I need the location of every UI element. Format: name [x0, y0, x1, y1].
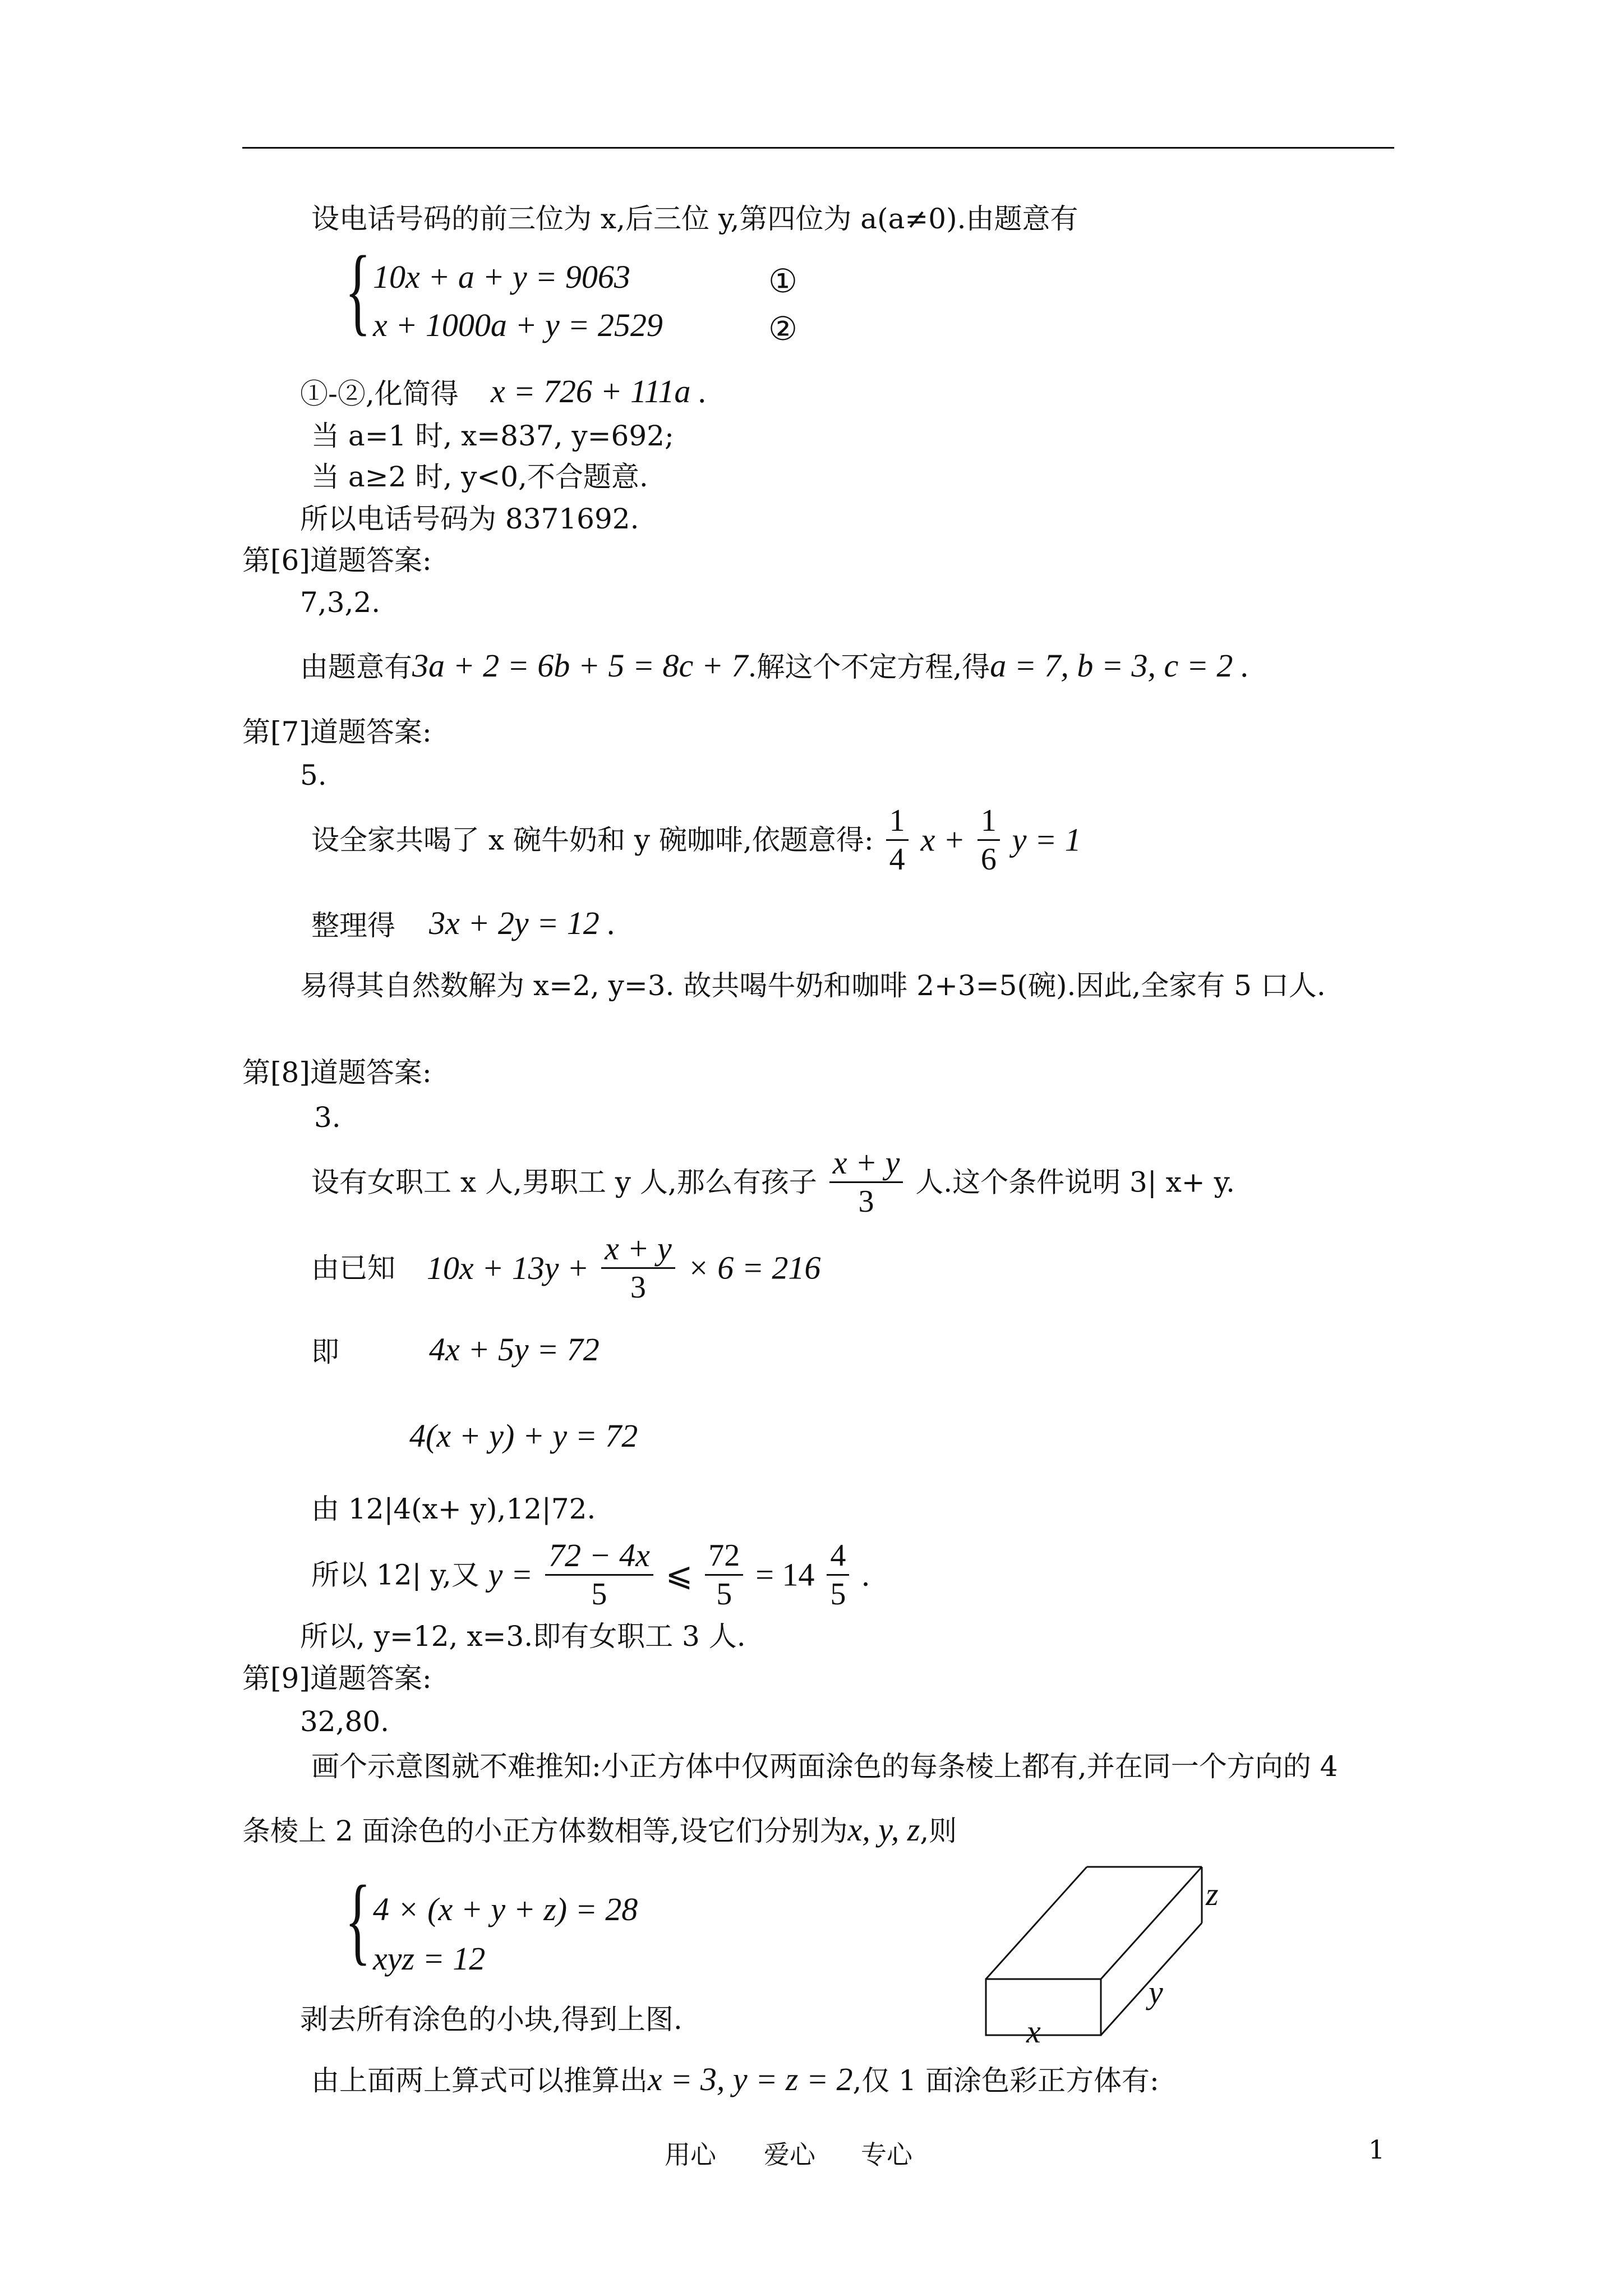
q8-line6b: y =: [488, 1556, 533, 1593]
q8-f6c-num: 4: [827, 1537, 849, 1576]
q6-line1c: .解这个不定方程,得: [748, 651, 990, 683]
q8-frac2: [601, 1230, 675, 1306]
b5-eq2: x + 1000a + y = 2529: [373, 307, 663, 343]
b5-mark2: ②: [768, 311, 797, 347]
q9-eq2: xyz = 12: [373, 1940, 486, 1977]
q9-line2b: x, y, z: [847, 1811, 920, 1848]
q9-line4c: ,仅 1 面涂色彩正方体有:: [852, 2064, 1159, 2097]
q6-line1d: a = 7, b = 3, c = 2 .: [990, 647, 1249, 684]
b5-line1: 设电话号码的前三位为 x,后三位 y,第四位为 a(a≠0).由题意有: [311, 203, 1078, 235]
q7-frac2: [978, 802, 1000, 878]
q8-line2c: × 6 = 216: [687, 1249, 821, 1286]
q9-line3: 剥去所有涂色的小块,得到上图.: [300, 2003, 683, 2036]
q8-frac: [829, 1144, 903, 1220]
q8-f6c-den: 5: [830, 1577, 846, 1612]
q9-line2a: 条棱上 2 面涂色的小正方体数相等,设它们分别为: [242, 1815, 848, 1847]
q8-line4: 4(x + y) + y = 72: [409, 1418, 638, 1454]
q9-answer: 32,80.: [300, 1705, 390, 1738]
q7-f2var: y = 1: [1012, 821, 1081, 858]
q8-answer: 3.: [314, 1101, 341, 1134]
q8-frac6c: [827, 1537, 849, 1613]
q6-line1: [300, 648, 1249, 685]
q7-line2a: 整理得: [311, 909, 395, 942]
q7-f1-den: 4: [889, 842, 905, 877]
cuboid-figure: [976, 1857, 1234, 2042]
q8-line1a: 设有女职工 x 人,男职工 y 人,那么有孩子: [311, 1166, 817, 1199]
footer-c3: 专心: [861, 2139, 912, 2170]
q7-f2-den: 6: [980, 842, 997, 877]
header-rule: [242, 147, 1394, 149]
q8-line6d: = 14: [755, 1556, 815, 1593]
cuboid-front-face: [986, 1979, 1101, 2035]
q7-f2-num: 1: [978, 802, 1000, 841]
q9-brace: {: [345, 1865, 371, 1974]
q8-line2: [311, 1230, 820, 1306]
q8-f-den: 3: [858, 1184, 874, 1219]
q9-title: 第[9]道题答案:: [242, 1662, 432, 1695]
q8-line2b: 10x + 13y +: [426, 1249, 589, 1286]
q8-line7: 所以, y=12, x=3.即有女职工 3 人.: [300, 1620, 746, 1653]
q9-line4a: 由上面两上算式可以推算出: [311, 2064, 648, 2097]
footer-c1: 用心: [665, 2139, 716, 2170]
cuboid-edge-mid: [1101, 1867, 1202, 1979]
q8-line1: [311, 1144, 1235, 1220]
q8-f2-den: 3: [630, 1270, 646, 1305]
b5-line2a: ①-②,化简得: [300, 378, 459, 410]
q8-f-num: x + y: [829, 1144, 903, 1183]
q7-f1var: x +: [920, 821, 965, 858]
q8-f2-num: x + y: [601, 1230, 675, 1269]
fig-label-x: x: [1026, 2013, 1041, 2050]
q8-frac6a: [545, 1537, 653, 1613]
q9-line4b: x = 3, y = z = 2: [648, 2061, 853, 2097]
page-number: 1: [1368, 2134, 1385, 2165]
q8-line3a: 即: [311, 1336, 339, 1368]
q7-line3: 易得其自然数解为 x=2, y=3. 故共喝牛奶和咖啡 2+3=5(碗).因此,全家有 5 口人.: [300, 969, 1326, 1002]
b5-line4: 当 a≥2 时, y<0,不合题意.: [311, 461, 648, 493]
q8-line1b: 人.这个条件说明 3| x+ y.: [915, 1166, 1235, 1199]
q7-frac1: [886, 802, 909, 878]
b5-line5: 所以电话号码为 8371692.: [300, 503, 639, 535]
b5-mark1: ①: [768, 263, 797, 300]
q7-line2b: 3x + 2y = 12 .: [429, 905, 616, 941]
q7-line1a: 设全家共喝了 x 碗牛奶和 y 碗咖啡,依题意得:: [311, 823, 874, 857]
footer-c2: 爱心: [764, 2139, 815, 2170]
q7-line1: [311, 802, 1081, 878]
q8-f6a-num: 72 − 4x: [545, 1537, 653, 1576]
fig-label-z: z: [1206, 1876, 1219, 1912]
b5-eq1: 10x + a + y = 9063: [373, 259, 630, 295]
q8-line6c: ⩽: [665, 1556, 693, 1593]
q8-line6e: .: [861, 1556, 870, 1593]
q7-f1-num: 1: [886, 802, 909, 841]
q8-frac6b: [705, 1537, 743, 1613]
q8-f6a-den: 5: [591, 1577, 607, 1612]
q6-line1a: 由题意有: [300, 651, 412, 683]
q6-line1b: 3a + 2 = 6b + 5 = 8c + 7: [412, 647, 748, 684]
b5-line3: 当 a=1 时, x=837, y=692;: [311, 420, 674, 452]
b5-brace: {: [345, 236, 371, 344]
q8-title: 第[8]道题答案:: [242, 1056, 432, 1089]
q8-f6b-num: 72: [705, 1537, 743, 1576]
q8-line3b: 4x + 5y = 72: [429, 1331, 600, 1368]
q8-line6: [311, 1537, 870, 1613]
q8-line6a: 所以 12| y,又: [311, 1558, 479, 1591]
q9-line2: [242, 1812, 957, 1849]
q9-line1: 画个示意图就不难推知:小正方体中仅两面涂色的每条棱上都有,并在同一个方向的 4: [311, 1750, 1338, 1783]
cuboid-edge-left: [986, 1867, 1087, 1979]
q8-line5: 由 12|4(x+ y),12|72.: [311, 1493, 596, 1525]
fig-label-y: y: [1149, 1974, 1163, 2010]
q9-line2c: ,则: [920, 1815, 957, 1847]
q8-f6b-den: 5: [716, 1577, 732, 1612]
q6-answer: 7,3,2.: [300, 586, 381, 619]
b5-line2b: x = 726 + 111a .: [491, 373, 707, 409]
q7-title: 第[7]道题答案:: [242, 716, 432, 748]
q6-title: 第[6]道题答案:: [242, 544, 432, 577]
q9-eq1: 4 × (x + y + z) = 28: [373, 1891, 638, 1927]
q9-line4: [311, 2062, 1159, 2099]
q7-answer: 5.: [300, 759, 327, 792]
q8-line2a: 由已知: [311, 1251, 395, 1285]
